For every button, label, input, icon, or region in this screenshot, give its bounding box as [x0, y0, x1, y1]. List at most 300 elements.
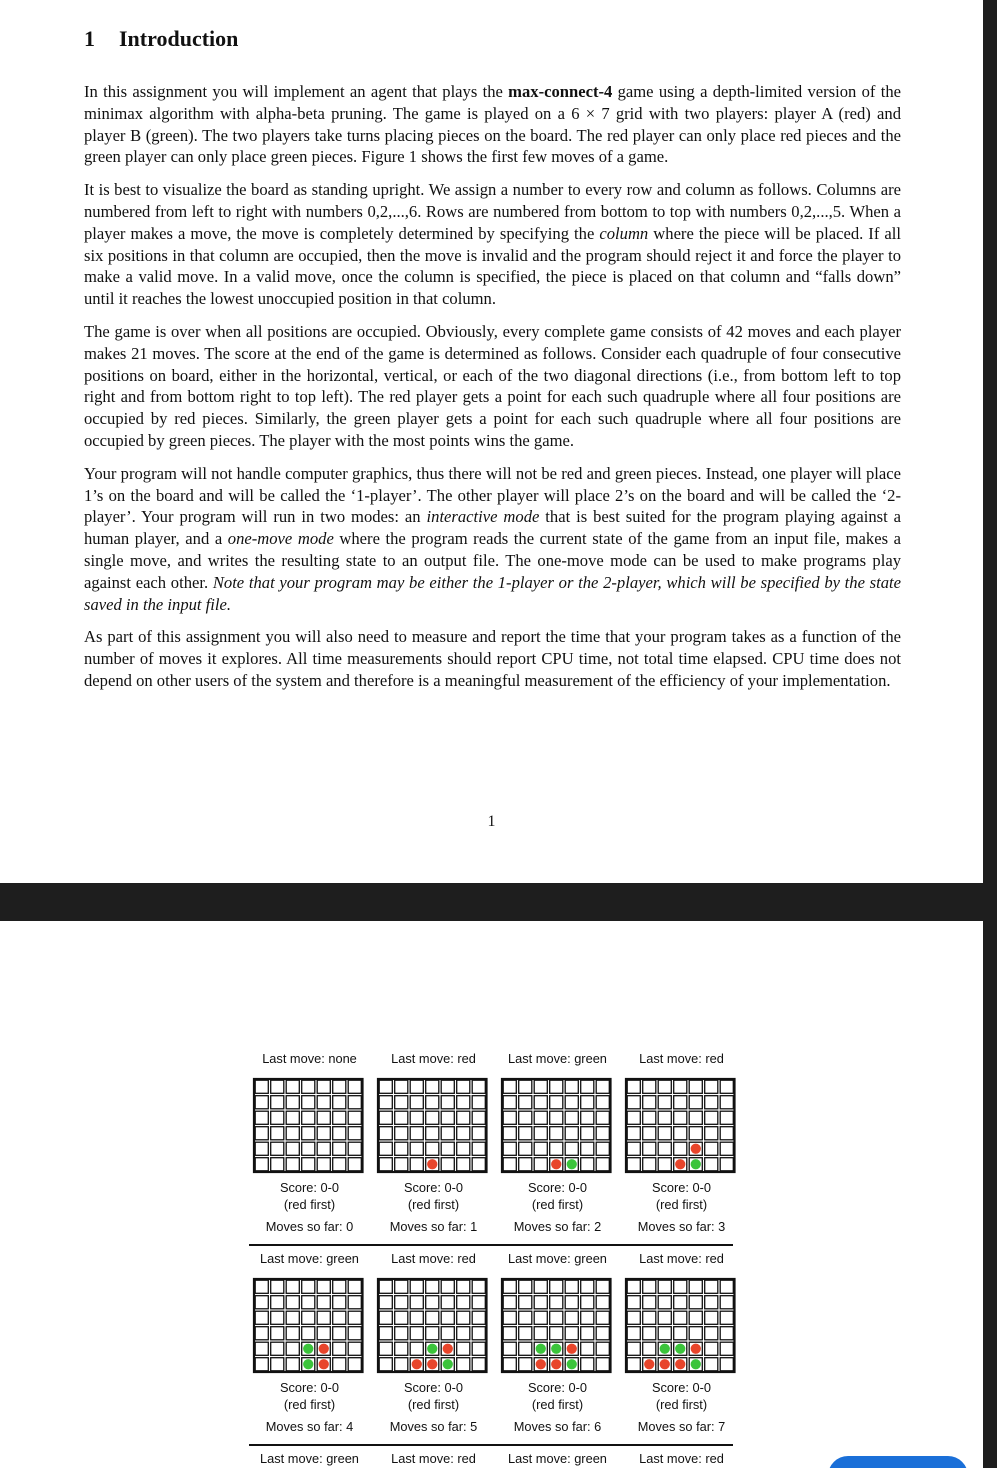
- page-gap: [0, 883, 997, 921]
- board-cell: [720, 1096, 733, 1109]
- board-cell: [720, 1111, 733, 1124]
- board-cell: [581, 1096, 594, 1109]
- board-cell: [643, 1142, 656, 1155]
- board-cell: [348, 1158, 361, 1171]
- board-cell: [503, 1080, 516, 1093]
- board-cell: [534, 1111, 547, 1124]
- board-cell: [596, 1158, 609, 1171]
- red-piece: [551, 1359, 561, 1369]
- board-cell: [410, 1280, 423, 1293]
- first-player-note: (red first): [655, 1397, 708, 1412]
- board-cell: [302, 1127, 315, 1140]
- first-player-note: (red first): [655, 1197, 708, 1212]
- board-cell: [457, 1296, 470, 1309]
- text-run: max-connect-4: [508, 82, 613, 101]
- board-cell: [410, 1327, 423, 1340]
- board-cell: [333, 1080, 346, 1093]
- board-cell: [379, 1358, 392, 1371]
- red-piece: [319, 1359, 329, 1369]
- board-cell: [255, 1296, 268, 1309]
- board-cell: [643, 1158, 656, 1171]
- board-cell: [705, 1311, 718, 1324]
- board-cell: [519, 1080, 532, 1093]
- board-cell: [426, 1096, 439, 1109]
- board-cell: [255, 1142, 268, 1155]
- moves-count-label: Moves so far: 7: [637, 1419, 726, 1434]
- red-piece: [660, 1359, 670, 1369]
- board-cell: [271, 1311, 284, 1324]
- score-label: Score: 0-0: [279, 1380, 340, 1395]
- red-piece: [644, 1359, 654, 1369]
- green-piece: [675, 1344, 685, 1354]
- score-block: [497, 1179, 618, 1213]
- board-cell: [720, 1280, 733, 1293]
- board-cell: [348, 1111, 361, 1124]
- board-cell: [410, 1342, 423, 1355]
- board-cell: [317, 1327, 330, 1340]
- board-cell: [550, 1111, 563, 1124]
- floating-action-button[interactable]: [828, 1456, 968, 1468]
- red-piece: [412, 1359, 422, 1369]
- board-cell: [441, 1311, 454, 1324]
- paragraph: [84, 626, 901, 691]
- board-cell: [581, 1142, 594, 1155]
- board-cell: [674, 1127, 687, 1140]
- board-cell: [674, 1280, 687, 1293]
- board-cell: [395, 1327, 408, 1340]
- board-cell: [410, 1142, 423, 1155]
- board-cell: [457, 1358, 470, 1371]
- last-move-label: Last move: green: [260, 1451, 359, 1466]
- board-cell: [534, 1142, 547, 1155]
- board-cell: [255, 1342, 268, 1355]
- paragraph: [84, 463, 901, 616]
- last-move-label: Last move: red: [639, 1451, 724, 1466]
- red-piece: [443, 1344, 453, 1354]
- board-cell: [348, 1342, 361, 1355]
- board-cell: [705, 1080, 718, 1093]
- board-cell: [410, 1296, 423, 1309]
- board-cell: [565, 1296, 578, 1309]
- board-cell: [348, 1127, 361, 1140]
- board-cell: [379, 1158, 392, 1171]
- board-cell: [643, 1096, 656, 1109]
- board-cell: [705, 1111, 718, 1124]
- moves-count-label: Moves so far: 0: [265, 1219, 354, 1234]
- board-cell: [519, 1296, 532, 1309]
- green-piece: [660, 1344, 670, 1354]
- board-cell: [643, 1311, 656, 1324]
- board-cell: [550, 1280, 563, 1293]
- board-cell: [503, 1280, 516, 1293]
- board-cell: [255, 1358, 268, 1371]
- board-cell: [271, 1327, 284, 1340]
- last-move-label: Last move: green: [508, 1051, 607, 1066]
- board-cell: [286, 1327, 299, 1340]
- board-cell: [550, 1327, 563, 1340]
- board-cell: [457, 1158, 470, 1171]
- board-cell: [534, 1127, 547, 1140]
- board-cell: [674, 1327, 687, 1340]
- board-cell: [348, 1142, 361, 1155]
- last-move-label: Last move: red: [639, 1251, 724, 1266]
- score-block: [373, 1179, 494, 1213]
- board-cell: [441, 1080, 454, 1093]
- board-cell: [565, 1142, 578, 1155]
- board-cell: [627, 1342, 640, 1355]
- board-cell: [472, 1342, 485, 1355]
- board-cell: [596, 1342, 609, 1355]
- connect4-board: [252, 1077, 365, 1174]
- board-cell: [333, 1342, 346, 1355]
- board-cell: [705, 1096, 718, 1109]
- board-cell: [395, 1342, 408, 1355]
- board-cell: [581, 1127, 594, 1140]
- green-piece: [536, 1344, 546, 1354]
- score-block: [249, 1379, 370, 1413]
- board-cell: [457, 1127, 470, 1140]
- last-move-label: Last move: red: [391, 1451, 476, 1466]
- page-number: 1: [487, 813, 496, 830]
- viewer-scrollbar[interactable]: [983, 0, 997, 1468]
- board-cell: [302, 1142, 315, 1155]
- board-cell: [565, 1111, 578, 1124]
- board-cell: [286, 1280, 299, 1293]
- board-cell: [519, 1358, 532, 1371]
- board-cell: [596, 1080, 609, 1093]
- last-move-label: Last move: green: [260, 1251, 359, 1266]
- board-cell: [705, 1296, 718, 1309]
- text-run: As part of this assignment you will also need to measure and report the time that your program takes as a function of the number of moves it explores. All time measurements should report CPU time, not total time elapsed. CPU time does not depend on other users of the system and therefore is a meaningful measurement of the efficiency of your implementation.: [84, 627, 901, 690]
- board-cell: [472, 1358, 485, 1371]
- board-cell: [503, 1142, 516, 1155]
- board-cell: [658, 1296, 671, 1309]
- board-cell: [658, 1327, 671, 1340]
- text-run: column: [599, 223, 649, 243]
- board-cell: [503, 1311, 516, 1324]
- board-cell: [550, 1127, 563, 1140]
- board-cell: [441, 1296, 454, 1309]
- board-cell: [643, 1080, 656, 1093]
- board-cell: [519, 1111, 532, 1124]
- connect4-board: [500, 1077, 613, 1174]
- board-cell: [643, 1342, 656, 1355]
- board-cell: [271, 1358, 284, 1371]
- text-run: In this assignment you will implement an agent that plays the: [84, 82, 509, 101]
- board-cell: [720, 1080, 733, 1093]
- board-cell: [581, 1158, 594, 1171]
- board-cell: [643, 1296, 656, 1309]
- introduction-body: [84, 81, 901, 703]
- board-cell: [255, 1311, 268, 1324]
- board-cell: [550, 1096, 563, 1109]
- board-cell: [286, 1080, 299, 1093]
- board-cell: [705, 1280, 718, 1293]
- board-cell: [627, 1127, 640, 1140]
- moves-count-label: Moves so far: 6: [513, 1419, 602, 1434]
- board-cell: [457, 1096, 470, 1109]
- board-cell: [689, 1096, 702, 1109]
- board-cell: [674, 1096, 687, 1109]
- board-cell: [302, 1280, 315, 1293]
- board-cell: [441, 1111, 454, 1124]
- board-cell: [534, 1158, 547, 1171]
- connect4-board: [376, 1277, 489, 1374]
- board-cell: [255, 1158, 268, 1171]
- section-heading: [84, 26, 238, 52]
- board-cell: [457, 1142, 470, 1155]
- board-cell: [503, 1358, 516, 1371]
- board-cell: [255, 1080, 268, 1093]
- board-cell: [317, 1080, 330, 1093]
- board-cell: [302, 1080, 315, 1093]
- moves-count-label: Moves so far: 3: [637, 1219, 726, 1234]
- board-cell: [457, 1327, 470, 1340]
- board-cell: [658, 1096, 671, 1109]
- connect4-board: [500, 1277, 613, 1374]
- board-cell: [519, 1280, 532, 1293]
- board-cell: [658, 1158, 671, 1171]
- board-cell: [317, 1158, 330, 1171]
- red-piece: [319, 1344, 329, 1354]
- board-cell: [348, 1358, 361, 1371]
- board-cell: [271, 1158, 284, 1171]
- board-cell: [674, 1311, 687, 1324]
- board-cell: [519, 1142, 532, 1155]
- board-cell: [627, 1111, 640, 1124]
- board-cell: [720, 1296, 733, 1309]
- board-cell: [519, 1311, 532, 1324]
- board-cell: [705, 1158, 718, 1171]
- board-cell: [333, 1327, 346, 1340]
- board-cell: [565, 1127, 578, 1140]
- board-cell: [286, 1311, 299, 1324]
- board-cell: [410, 1096, 423, 1109]
- board-cell: [441, 1280, 454, 1293]
- first-player-note: (red first): [407, 1397, 460, 1412]
- last-move-label: Last move: green: [508, 1451, 607, 1466]
- green-piece: [303, 1344, 313, 1354]
- board-cell: [379, 1342, 392, 1355]
- connect4-board: [252, 1277, 365, 1374]
- board-cell: [410, 1127, 423, 1140]
- board-cell: [333, 1158, 346, 1171]
- board-cell: [550, 1142, 563, 1155]
- board-cell: [348, 1327, 361, 1340]
- score-block: [621, 1179, 742, 1213]
- board-cell: [503, 1096, 516, 1109]
- board-cell: [395, 1280, 408, 1293]
- board-cell: [596, 1296, 609, 1309]
- board-cell: [581, 1296, 594, 1309]
- board-cell: [426, 1311, 439, 1324]
- board-cell: [348, 1096, 361, 1109]
- green-piece: [567, 1359, 577, 1369]
- board-cell: [472, 1096, 485, 1109]
- board-cell: [674, 1080, 687, 1093]
- board-cell: [457, 1311, 470, 1324]
- board-cell: [317, 1142, 330, 1155]
- board-cell: [255, 1111, 268, 1124]
- board-cell: [333, 1280, 346, 1293]
- page-2: [0, 921, 983, 1468]
- board-cell: [658, 1142, 671, 1155]
- score-label: Score: 0-0: [527, 1380, 588, 1395]
- board-cell: [333, 1311, 346, 1324]
- board-cell: [286, 1111, 299, 1124]
- board-cell: [410, 1311, 423, 1324]
- board-cell: [643, 1111, 656, 1124]
- figure-row-separator: [249, 1444, 733, 1446]
- board-cell: [255, 1327, 268, 1340]
- board-cell: [441, 1158, 454, 1171]
- score-block: [373, 1379, 494, 1413]
- board-cell: [379, 1080, 392, 1093]
- score-block: [621, 1379, 742, 1413]
- first-player-note: (red first): [283, 1397, 336, 1412]
- red-piece: [691, 1344, 701, 1354]
- score-label: Score: 0-0: [403, 1380, 464, 1395]
- board-cell: [720, 1342, 733, 1355]
- board-cell: [627, 1358, 640, 1371]
- board-cell: [643, 1327, 656, 1340]
- paragraph: [84, 179, 901, 310]
- board-cell: [271, 1296, 284, 1309]
- board-cell: [581, 1342, 594, 1355]
- board-cell: [581, 1280, 594, 1293]
- board-cell: [395, 1358, 408, 1371]
- board-cell: [302, 1111, 315, 1124]
- green-piece: [443, 1359, 453, 1369]
- score-label: Score: 0-0: [651, 1180, 712, 1195]
- board-cell: [302, 1311, 315, 1324]
- board-cell: [426, 1111, 439, 1124]
- board-cell: [596, 1142, 609, 1155]
- board-cell: [271, 1342, 284, 1355]
- board-cell: [426, 1280, 439, 1293]
- board-cell: [255, 1127, 268, 1140]
- red-piece: [536, 1359, 546, 1369]
- text-run: where the piece will be placed. If all six positions in that column are occupied, then the move is invalid and the program should reject it and force the player to make a valid move. In a valid move, once the column is specified, the piece is placed on that column and “falls down” until it reaches the lowest unoccupied position in that column.: [84, 223, 901, 309]
- board-cell: [441, 1096, 454, 1109]
- board-cell: [286, 1142, 299, 1155]
- green-piece: [427, 1344, 437, 1354]
- board-cell: [689, 1280, 702, 1293]
- first-player-note: (red first): [531, 1197, 584, 1212]
- board-cell: [550, 1311, 563, 1324]
- board-cell: [441, 1327, 454, 1340]
- score-label: Score: 0-0: [527, 1180, 588, 1195]
- moves-count-label: Moves so far: 4: [265, 1419, 354, 1434]
- board-cell: [379, 1311, 392, 1324]
- board-cell: [333, 1358, 346, 1371]
- board-cell: [720, 1158, 733, 1171]
- board-cell: [596, 1127, 609, 1140]
- text-run: that is best suited for the program playing against a human player, and a: [84, 507, 902, 549]
- board-cell: [379, 1327, 392, 1340]
- connect4-board: [624, 1077, 737, 1174]
- board-cell: [426, 1080, 439, 1093]
- board-cell: [519, 1127, 532, 1140]
- board-cell: [503, 1111, 516, 1124]
- board-cell: [519, 1327, 532, 1340]
- board-cell: [395, 1158, 408, 1171]
- text-run: where the program reads the current state of the game from an input file, makes a single move, and writes the resulting state to an output file. The one-move mode can be used to make programs play against each other.: [84, 529, 901, 592]
- board-cell: [395, 1096, 408, 1109]
- section-title: Introduction: [119, 26, 239, 51]
- red-piece: [691, 1144, 701, 1154]
- board-cell: [286, 1296, 299, 1309]
- last-move-label: Last move: red: [639, 1051, 724, 1066]
- board-cell: [441, 1127, 454, 1140]
- text-run: The game is over when all positions are occupied. Obviously, every complete game consists of 42 moves and each player makes 21 moves. The score at the end of the game is determined as follows. Consider each quadruple of four consecutive positions on board, either in the horizontal, vertical, or each of the two diagonal directions (i.e., from bottom left to top right and from bottom right to top left). The red player gets a point for each such quadruple where all four positions are occupied by red pieces. Similarly, the green player gets a point for each such quadruple where all four positions are occupied by green pieces. The player with the most points wins the game.: [84, 321, 901, 450]
- board-cell: [503, 1327, 516, 1340]
- board-cell: [565, 1280, 578, 1293]
- score-block: [249, 1179, 370, 1213]
- board-cell: [472, 1111, 485, 1124]
- board-cell: [410, 1080, 423, 1093]
- text-run: interactive mode: [426, 507, 540, 527]
- board-cell: [348, 1311, 361, 1324]
- board-cell: [658, 1080, 671, 1093]
- board-cell: [379, 1142, 392, 1155]
- board-cell: [317, 1127, 330, 1140]
- board-cell: [689, 1127, 702, 1140]
- board-cell: [286, 1127, 299, 1140]
- board-cell: [426, 1127, 439, 1140]
- board-cell: [596, 1358, 609, 1371]
- board-cell: [674, 1296, 687, 1309]
- board-cell: [689, 1111, 702, 1124]
- board-cell: [457, 1111, 470, 1124]
- board-cell: [627, 1327, 640, 1340]
- board-cell: [674, 1111, 687, 1124]
- board-cell: [519, 1158, 532, 1171]
- board-cell: [472, 1127, 485, 1140]
- text-run: one-move mode: [227, 529, 334, 549]
- green-piece: [551, 1344, 561, 1354]
- board-cell: [658, 1111, 671, 1124]
- board-cell: [472, 1327, 485, 1340]
- board-cell: [472, 1080, 485, 1093]
- board-cell: [302, 1327, 315, 1340]
- board-cell: [550, 1080, 563, 1093]
- text-run: Note that your program may be either the 1-player or the 2-player, which will be specified by the state saved in the input file.: [84, 572, 901, 614]
- board-cell: [596, 1327, 609, 1340]
- board-cell: [534, 1096, 547, 1109]
- board-cell: [472, 1311, 485, 1324]
- board-cell: [720, 1311, 733, 1324]
- last-move-label: Last move: none: [262, 1051, 357, 1066]
- board-cell: [689, 1296, 702, 1309]
- board-cell: [271, 1142, 284, 1155]
- paragraph: [84, 321, 901, 452]
- first-player-note: (red first): [531, 1397, 584, 1412]
- board-cell: [503, 1158, 516, 1171]
- board-cell: [581, 1311, 594, 1324]
- board-cell: [658, 1280, 671, 1293]
- board-cell: [333, 1111, 346, 1124]
- red-piece: [427, 1359, 437, 1369]
- board-cell: [317, 1296, 330, 1309]
- board-cell: [441, 1142, 454, 1155]
- board-cell: [627, 1080, 640, 1093]
- board-cell: [503, 1296, 516, 1309]
- board-cell: [565, 1096, 578, 1109]
- board-cell: [689, 1080, 702, 1093]
- board-cell: [286, 1158, 299, 1171]
- board-cell: [271, 1127, 284, 1140]
